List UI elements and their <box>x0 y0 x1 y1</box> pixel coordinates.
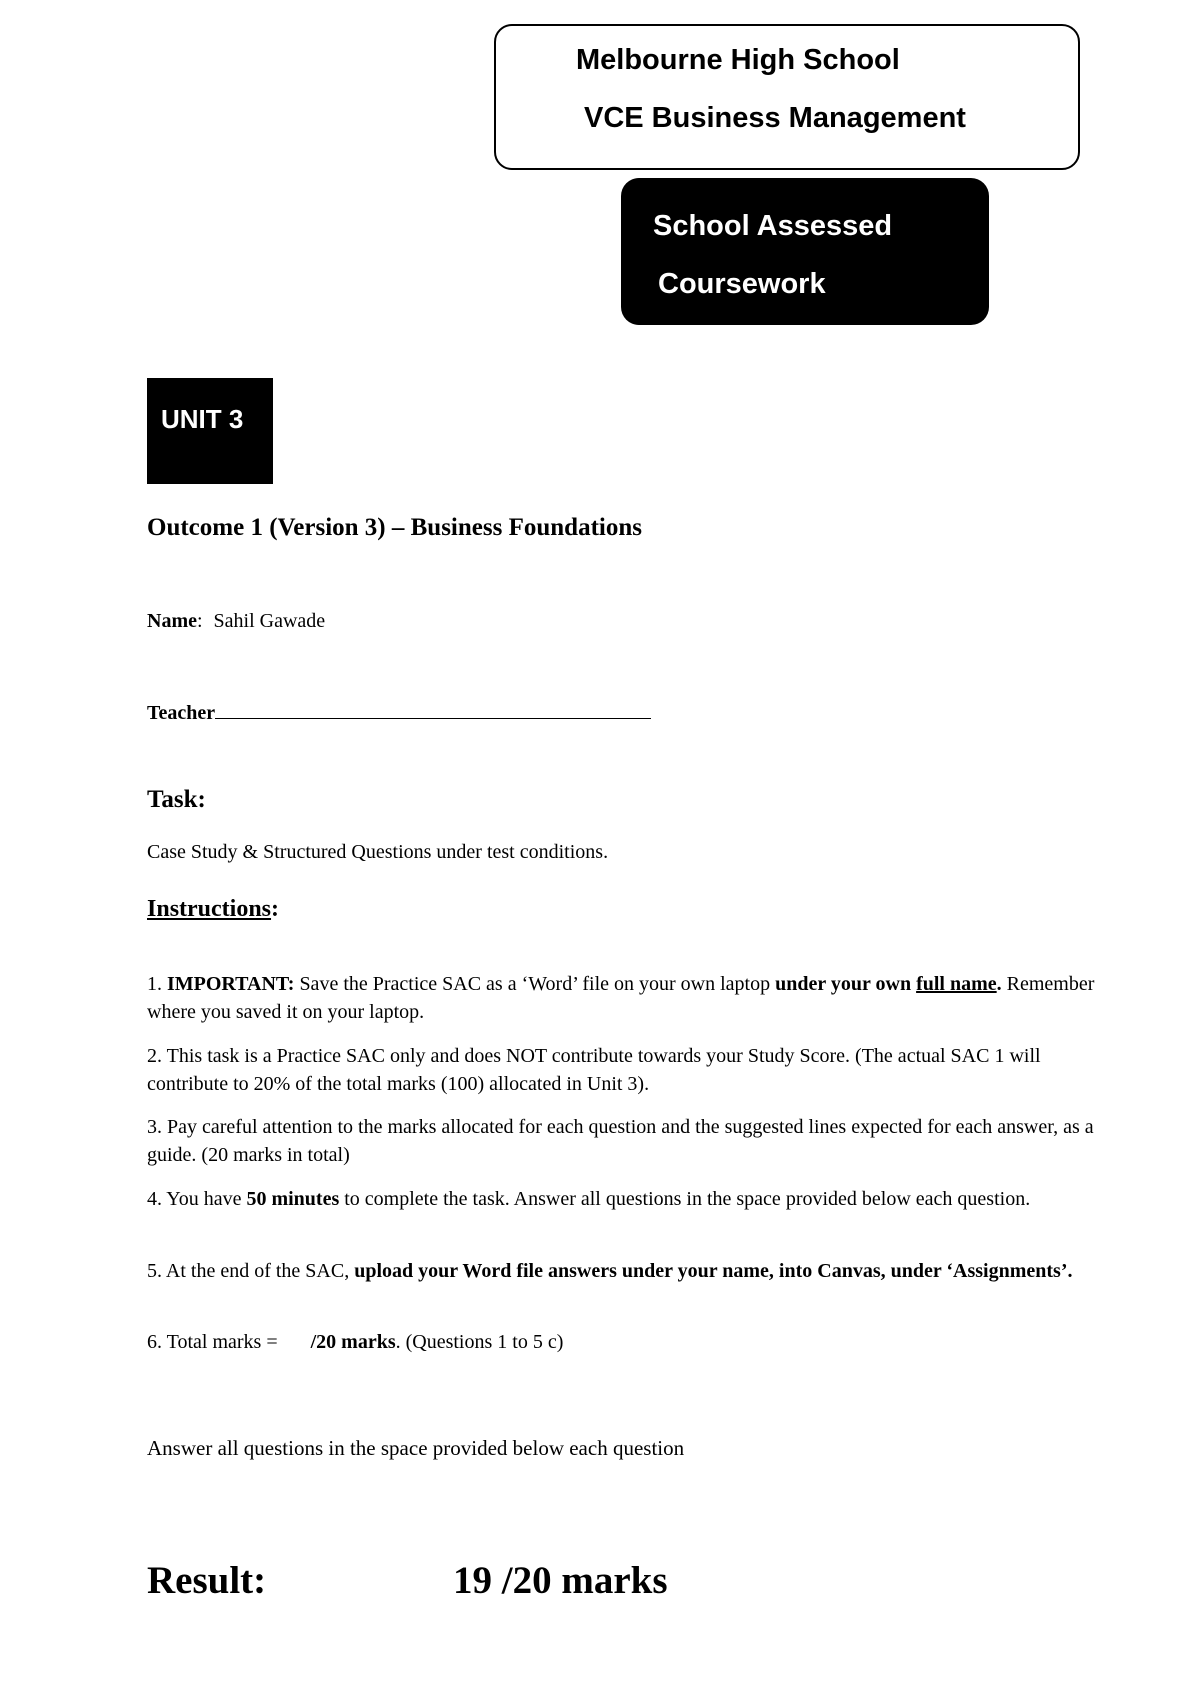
instruction-5-text: 5. At the end of the SAC, <box>147 1260 355 1282</box>
instruction-item-6 <box>147 1328 1107 1356</box>
unit-badge <box>147 378 273 484</box>
instruction-1-bold-a: under your own <box>775 973 917 995</box>
name-label: Name <box>147 610 197 632</box>
name-separator: : <box>196 610 203 632</box>
result-value: 19 /20 marks <box>453 1559 668 1602</box>
outcome-title: Outcome 1 (Version 3) – Business Foundations <box>147 514 642 541</box>
instruction-1-number: 1. <box>147 973 167 995</box>
unit-label: UNIT 3 <box>161 404 244 434</box>
instruction-1-full-name: full name <box>916 973 997 995</box>
instruction-1-text-b: Remember where you saved it on your laptop. <box>147 973 1095 1023</box>
result-label: Result: <box>147 1559 267 1602</box>
instructions-heading: Instructions <box>147 896 272 922</box>
sac-type-line1: School Assessed <box>653 210 893 242</box>
instruction-4-text-b: to complete the task. Answer all questions in the space provided below each question. <box>339 1188 1031 1210</box>
sac-type-line2: Coursework <box>658 268 826 300</box>
teacher-label: Teacher <box>147 702 216 724</box>
instruction-item-3: 3. Pay careful attention to the marks allocated for each question and the suggested lines expected for each answer, as a guide. (20 marks in total) <box>147 1116 1094 1166</box>
subject-name: VCE Business Management <box>584 102 966 134</box>
instruction-item-1 <box>147 970 1107 1026</box>
instructions-heading-row <box>147 896 279 923</box>
task-heading: Task: <box>147 786 206 813</box>
instruction-5-bold: upload your Word file answers under your name, into Canvas, under ‘Assignments’. <box>354 1260 1073 1282</box>
instruction-1-period: . <box>996 973 1002 995</box>
instruction-6-text-b: . (Questions 1 to 5 c) <box>395 1331 564 1353</box>
school-name: Melbourne High School <box>576 44 900 76</box>
teacher-input-line[interactable] <box>215 698 651 719</box>
instruction-item-4 <box>147 1185 1136 1213</box>
instruction-1-text-a: Save the Practice SAC as a ‘Word’ file on your own laptop <box>294 973 776 995</box>
instruction-6-text-a: 6. Total marks = <box>147 1331 283 1353</box>
instruction-item-5 <box>147 1257 1107 1285</box>
instruction-4-duration: 50 minutes <box>246 1188 340 1210</box>
name-row <box>147 610 325 633</box>
instruction-item-2: 2. This task is a Practice SAC only and does NOT contribute towards your Study Score. (The actual SAC 1 will contribute to 20% of the total marks (100) allocated in Unit 3). <box>147 1045 1041 1095</box>
task-description: Case Study & Structured Questions under test conditions. <box>147 841 609 863</box>
instruction-1-important: IMPORTANT: <box>167 973 295 995</box>
name-value: Sahil Gawade <box>213 610 326 632</box>
school-header-box <box>494 24 1080 170</box>
instruction-6-marks: /20 marks <box>310 1331 396 1353</box>
teacher-row <box>147 698 651 725</box>
instruction-4-text-a: 4. You have <box>147 1188 247 1210</box>
sac-type-box <box>621 178 989 325</box>
instructions-heading-colon: : <box>271 896 280 922</box>
answer-note: Answer all questions in the space provided below each question <box>147 1436 685 1460</box>
